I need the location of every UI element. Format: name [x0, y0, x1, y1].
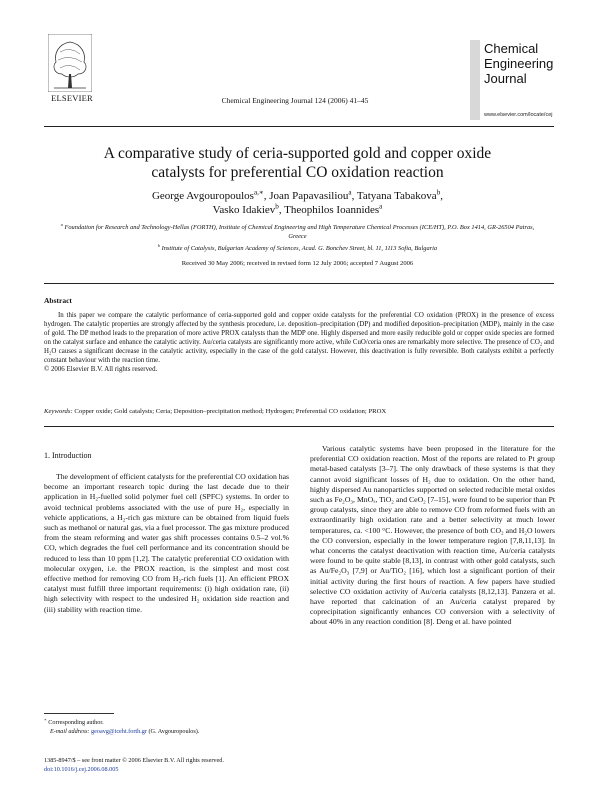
- footnote-rule: [44, 713, 114, 714]
- author-separator: ,: [351, 190, 357, 202]
- issn-line: 1385-8947/$ – see front matter © 2006 Elsevier B.V. All rights reserved.: [44, 757, 224, 764]
- keywords-text: Copper oxide; Gold catalysts; Ceria; Deposition–precipitation method; Hydrogen; Preferential CO oxidation; PROX: [74, 408, 387, 415]
- elsevier-logo: [44, 34, 96, 104]
- publisher-name: ELSEVIER: [51, 93, 93, 103]
- title-line: catalysts for preferential CO oxidation reaction: [151, 164, 444, 181]
- article-title: [60, 144, 535, 182]
- paragraph: Various catalytic systems have been proposed in the literature for the preferential CO oxidation reaction. Most of the reports are related to Pt group metal-based catalysts [3–7]. The only drawback of these systems is that they cannot avoid significant losses of H₂ due to oxidation. On the other hand, highly dispersed Au nanoparticles supported on selected reducible metal oxides such as Fe₂O₃, MnOₓ, TiO₂ and CeO₂ [7–15], were found to be superior than Pt group catalysts, since they are able to remove CO from reformed fuels with an extraordinarily high oxidation rate and a better selectivity at much lower temperatures, ca. <100 °C. However, the presence of both CO₂ and H₂O lowers the CO conversion, especially in the lower temperature region [7,8,11,13]. In what concerns the catalyst deactivation with reaction time, Au/ceria catalysts were found to be quite stable [8,13], in contrast with other gold catalysts, such as Au/Fe₂O₃ [7,9] or Au/TiO₂ [16], which lost a significant portion of their initial activity during the first hours of reaction. A few papers have studied selective CO oxidation activity of Au/ceria catalysts [8,12,13]. Panzera et al. have reported that calcination of an Au/ceria catalyst prepared by coprecipitation significantly enhances CO conversion with a selectivity of about 40% in any reaction condition [8]. Deng et al. have pointed: [310, 444, 555, 627]
- author-line: [80, 203, 515, 217]
- header-rule: [44, 126, 554, 127]
- elsevier-tree-icon: [48, 34, 92, 92]
- journal-logo-line: Journal: [484, 71, 527, 86]
- author-list: [80, 189, 515, 217]
- keywords: [44, 408, 554, 415]
- author-affil-mark[interactable]: b: [436, 188, 441, 197]
- affiliation: [60, 221, 535, 241]
- title-line: A comparative study of ceria-supported gold and copper oxide: [103, 145, 492, 162]
- abstract-body: In this paper we compare the catalytic performance of ceria-supported gold and copper oxide catalysts for the preferential CO oxidation (PROX) in the presence of excess hydrogen. The catalytic properties are strongly affected by the synthesis procedure, i.e. deposition–precipitation (DP) and modified deposition–precipitation (MDP), mainly in the case of gold. The DP method leads to the preparation of more active PROX catalysts than the MDP one. Highly dispersed and more easily reducible gold or copper oxide species are formed on the catalyst surface and enhance the catalytic activity. Au/ceria catalysts are significantly more active, while CuO/ceria ones are remarkably more selective. The presence of CO₂ and H₂O causes a significant decrease in the catalytic activity, especially in the case of the gold catalyst. However, this deactivation is fully reversible. Both catalysts exhibit a perfectly constant behaviour with the reaction time.: [44, 312, 554, 364]
- affiliation-mark: a: [60, 221, 63, 227]
- footnote: [44, 718, 294, 736]
- email-link[interactable]: geoavg@iceht.forth.gr: [91, 728, 147, 735]
- footnote-mark: ∗: [44, 716, 47, 722]
- keywords-label: Keywords:: [44, 408, 73, 415]
- front-matter: [44, 756, 344, 774]
- journal-url[interactable]: www.elsevier.com/locate/cej: [484, 112, 553, 118]
- left-column: [44, 472, 289, 615]
- journal-logo-bar: [470, 40, 480, 120]
- author-name: Theophilos Ioannides: [284, 204, 380, 216]
- abstract-copyright: © 2006 Elsevier B.V. All rights reserved.: [44, 366, 158, 373]
- author-separator: ,: [263, 190, 270, 202]
- author-separator: ,: [440, 190, 444, 202]
- author-affil-mark[interactable]: a: [348, 188, 352, 197]
- affiliation-text: Institute of Catalysis, Bulgarian Academy of Sciences, Acad. G. Bonchev Street, bl. 11, 1113 Sofia, Bulgaria: [161, 245, 438, 252]
- email-label: E-mail address:: [50, 728, 90, 735]
- author-affil-mark[interactable]: a: [379, 202, 383, 211]
- abstract-text: [44, 311, 554, 374]
- author-name: Joan Papavasiliou: [269, 190, 349, 202]
- author-affil-mark[interactable]: a,∗: [253, 188, 264, 197]
- journal-logo-line: Chemical: [484, 41, 539, 56]
- footnote-corresponding: [44, 718, 294, 727]
- footnote-email-line: [44, 727, 294, 736]
- affiliation-mark: b: [157, 242, 160, 248]
- paragraph: The development of efficient catalysts for the preferential CO oxidation has become an important research topic during the last decade due to their application in H₂-fuelled solid polymer fuel cell (SPFC) systems. In order to avoid technical problems associated with the use of pure H₂, especially in vehicle applications, a H₂-rich gas mixture can be obtained from liquid fuels such as methanol or natural gas, via a fuel processor. The gas mixture produced from the steam reforming and water gas shift processes contains 0.5–2 vol.% CO, which degrades the fuel cell performance and its concentration should be reduced to less than 10 ppm [1,2]. The catalytic preferential CO oxidation with molecular oxygen, i.e. the PROX reaction, is the simplest and most cost effective method for removing CO from H₂-rich fuels [1]. An efficient PROX catalyst must fulfill three important requirements: (i) high oxidation rate, (ii) high selectivity with respect to the undesired H₂ oxidation side reaction and (iii) stability with reaction time.: [44, 472, 289, 614]
- author-name: Vasko Idakiev: [212, 204, 276, 216]
- abstract-bottom-rule: [44, 426, 554, 427]
- author-name: George Avgouropoulos: [151, 190, 254, 202]
- journal-logo: [470, 40, 580, 120]
- right-column: [310, 444, 555, 628]
- abstract-top-rule: [44, 283, 554, 284]
- author-affil-mark[interactable]: b: [275, 202, 279, 211]
- author-name: Tatyana Tabakova: [356, 190, 437, 202]
- journal-citation: Chemical Engineering Journal 124 (2006) 41–45: [221, 96, 369, 105]
- journal-logo-line: Engineering: [484, 56, 554, 71]
- affiliation-text: Foundation for Research and Technology-Hellas (FORTH), Institute of Chemical Engineering and High Temperature Chemical Processes (ICE/HT), P.O. Box 1414, GR-26504 Patras, Greece: [64, 224, 535, 240]
- author-line: [80, 189, 515, 203]
- doi-link[interactable]: doi:10.1016/j.cej.2006.08.005: [44, 766, 119, 773]
- article-dates: Received 30 May 2006; received in revised form 12 July 2006; accepted 7 August 2006: [181, 260, 414, 267]
- affiliation: [60, 242, 535, 254]
- abstract-heading: Abstract: [44, 296, 72, 305]
- email-person: (G. Avgouropoulos).: [148, 728, 200, 735]
- footnote-text: Corresponding author.: [48, 719, 104, 726]
- section-heading: 1. Introduction: [44, 451, 92, 460]
- author-separator: ,: [278, 204, 285, 216]
